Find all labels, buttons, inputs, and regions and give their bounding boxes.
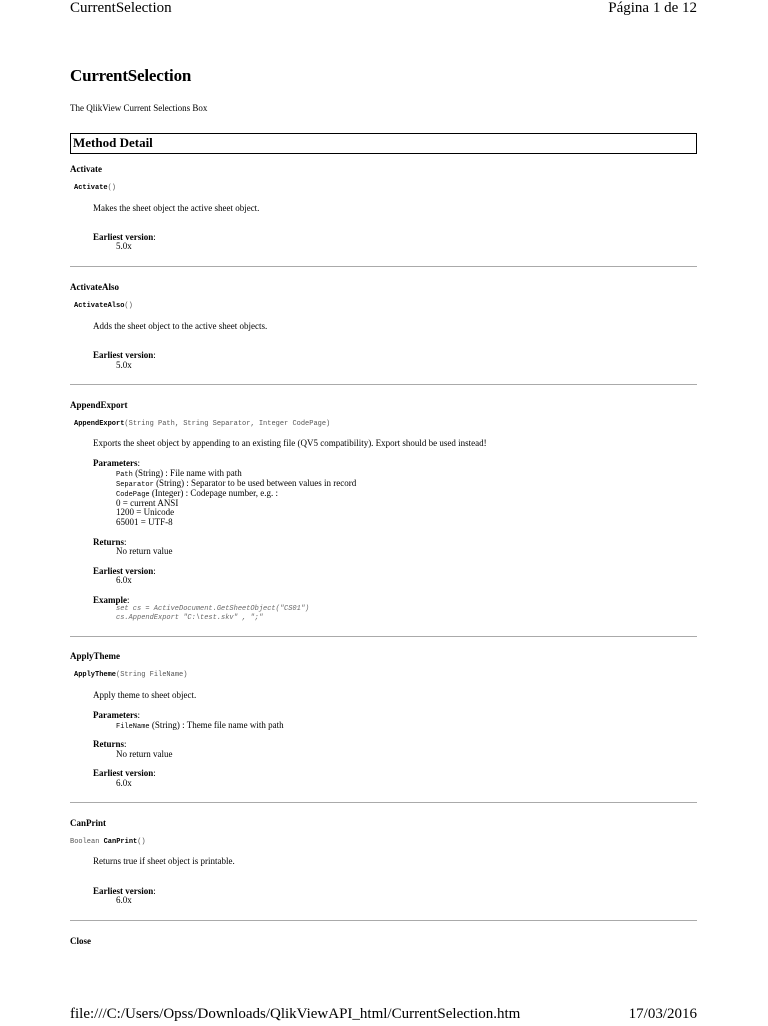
- method-description: Exports the sheet object by appending to an existing file (QV5 compatibility). Export should be used instead!: [93, 438, 487, 448]
- method-detail-title: Method Detail: [73, 135, 153, 150]
- footer-file-path: file:///C:/Users/Opss/Downloads/QlikViewAPI_html/CurrentSelection.htm: [70, 1006, 521, 1022]
- method-signature: [70, 838, 146, 846]
- returns-value: No return value: [116, 546, 173, 556]
- method-detail-header: [70, 133, 697, 154]
- header-page-number: Página 1 de 12: [608, 0, 697, 16]
- divider: [70, 802, 697, 803]
- earliest-version-label: Earliest version:: [93, 350, 156, 360]
- signature-args: (): [107, 184, 117, 192]
- earliest-version-label: Earliest version:: [93, 768, 156, 778]
- parameter-item: CodePage (Integer) : Codepage number, e.g. :: [116, 488, 278, 499]
- method-signature: [74, 420, 330, 428]
- divider: [70, 384, 697, 385]
- method-name-canprint: CanPrint: [70, 818, 106, 828]
- page-title: CurrentSelection: [70, 66, 192, 85]
- signature-args: (): [137, 838, 146, 846]
- parameters-label: Parameters:: [93, 710, 140, 720]
- earliest-version-value: 6.0x: [116, 575, 132, 585]
- signature-args: (): [124, 302, 133, 310]
- signature-name: Activate: [74, 184, 108, 192]
- divider: [70, 636, 697, 637]
- signature-return-type: Boolean: [70, 838, 104, 846]
- example-code-line: cs.AppendExport "C:\test.skv" , ";": [116, 614, 264, 622]
- method-name-activatealso: ActivateAlso: [70, 282, 119, 292]
- print-footer: [70, 1006, 697, 1026]
- method-signature: [74, 302, 133, 310]
- method-description: Returns true if sheet object is printable.: [93, 856, 235, 866]
- codepage-option: 65001 = UTF-8: [116, 517, 173, 527]
- method-description: Adds the sheet object to the active sheet objects.: [93, 321, 268, 331]
- codepage-option: 1200 = Unicode: [116, 507, 175, 517]
- signature-name: CanPrint: [103, 838, 138, 846]
- print-header: [70, 0, 697, 20]
- method-name-applytheme: ApplyTheme: [70, 651, 121, 661]
- earliest-version-value: 6.0x: [116, 895, 132, 905]
- signature-name: ApplyTheme: [74, 671, 117, 679]
- example-label: Example:: [93, 595, 130, 605]
- signature-name: AppendExport: [74, 420, 125, 428]
- example-code-line: set cs = ActiveDocument.GetSheetObject("CS01"): [116, 605, 310, 613]
- earliest-version-label: Earliest version:: [93, 566, 156, 576]
- footer-date: 17/03/2016: [628, 1006, 697, 1022]
- codepage-option: 0 = current ANSI: [116, 498, 179, 508]
- method-name-activate: Activate: [70, 164, 102, 174]
- method-signature: [74, 671, 187, 679]
- signature-args: (String FileName): [116, 671, 188, 679]
- method-signature: [74, 184, 116, 192]
- earliest-version-label: Earliest version:: [93, 886, 156, 896]
- signature-name: ActivateAlso: [74, 302, 125, 310]
- method-name-appendexport: AppendExport: [70, 400, 128, 410]
- returns-label: Returns:: [93, 537, 127, 547]
- earliest-version-value: 5.0x: [116, 360, 132, 370]
- method-description: Apply theme to sheet object.: [93, 690, 197, 700]
- returns-label: Returns:: [93, 739, 127, 749]
- returns-value: No return value: [116, 749, 173, 759]
- earliest-version-value: 5.0x: [116, 241, 132, 251]
- parameter-item: FileName (String) : Theme file name with path: [116, 720, 284, 731]
- signature-args: (String Path, String Separator, Integer CodePage): [124, 420, 331, 428]
- method-name-close: Close: [70, 936, 91, 946]
- method-description: Makes the sheet object the active sheet object.: [93, 203, 260, 213]
- parameter-item: Path (String) : File name with path: [116, 468, 242, 479]
- earliest-version-label: Earliest version:: [93, 232, 156, 242]
- page-subtitle: The QlikView Current Selections Box: [70, 103, 208, 113]
- header-title: CurrentSelection: [70, 0, 172, 16]
- parameters-label: Parameters:: [93, 458, 140, 468]
- earliest-version-value: 6.0x: [116, 778, 132, 788]
- divider: [70, 266, 697, 267]
- divider: [70, 920, 697, 921]
- parameter-item: Separator (String) : Separator to be used between values in record: [116, 478, 357, 489]
